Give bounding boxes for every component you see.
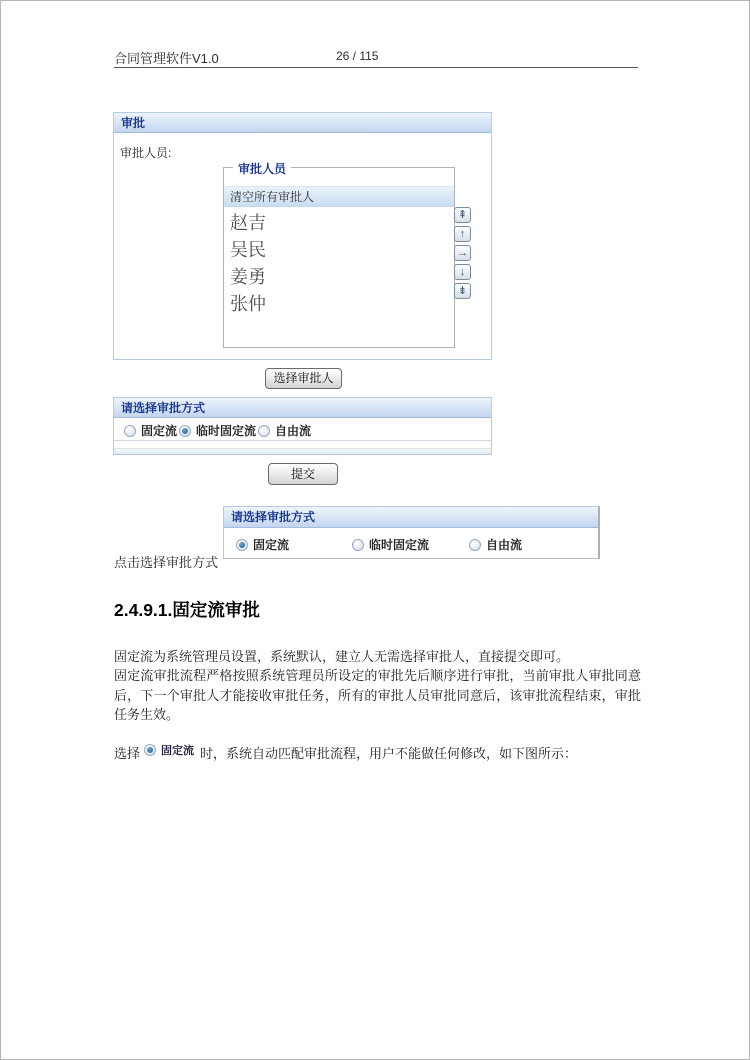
radio-free-flow[interactable] (258, 425, 270, 437)
page-number: 26 / 115 (336, 49, 379, 63)
paragraph: 固定流为系统管理员设置，系统默认，建立人无需选择审批人，直接提交即可。 (114, 649, 570, 664)
approval-panel (113, 112, 492, 360)
mode-radio-row-2 (224, 528, 598, 558)
radio-label[interactable]: 固定流 (253, 538, 290, 553)
move-to-top-button[interactable]: ⇞ (454, 207, 471, 223)
radio-temp-fixed-flow[interactable] (179, 425, 191, 437)
radio-label[interactable]: 固定流 (141, 424, 178, 439)
mode-select-panel (113, 397, 492, 455)
radio-fixed-flow[interactable] (124, 425, 136, 437)
approvers-fieldset (223, 162, 455, 348)
list-item[interactable]: 张仲 (230, 294, 266, 314)
approver-list (224, 207, 454, 318)
submit-button[interactable]: 提交 (268, 463, 338, 485)
approvers-fieldset-legend: 审批人员 (233, 160, 291, 177)
radio-label[interactable]: 临时固定流 (369, 538, 430, 553)
radio-temp-fixed-flow[interactable] (352, 539, 364, 551)
approvers-label: 审批人员: (120, 146, 172, 160)
move-up-button[interactable]: ↑ (454, 226, 471, 242)
mode-select-panel-title: 请选择审批方式 (114, 398, 491, 418)
paragraph: 固定流审批流程严格按照系统管理员所设定的审批先后顺序进行审批，当前审批人审批同意后，下一个审批人才能接收审批任务，所有的审批人员审批同意后，该审批流程结束，审批任务生效。 (114, 668, 641, 723)
radio-label[interactable]: 临时固定流 (196, 424, 257, 439)
mode-select-panel-2-title: 请选择审批方式 (224, 507, 598, 528)
doc-title: 合同管理软件V1.0 (114, 51, 219, 66)
list-item[interactable]: 姜勇 (230, 267, 266, 287)
radio-free-flow[interactable] (469, 539, 481, 551)
inline-text-prefix: 选择 (114, 746, 141, 761)
approval-panel-title: 审批 (114, 113, 491, 133)
inline-text-suffix: 时，系统自动匹配审批流程，用户不能做任何修改，如下图所示： (200, 746, 578, 761)
move-to-bottom-button[interactable]: ⇟ (454, 283, 471, 299)
header-rule (114, 67, 638, 68)
mode-radio-row (114, 418, 491, 441)
move-down-button[interactable]: ↓ (454, 264, 471, 280)
move-right-button[interactable]: → (454, 245, 471, 261)
panel-footer-strip (114, 448, 491, 454)
select-approver-button[interactable]: 选择审批人 (265, 368, 342, 389)
paragraph-with-inline-radio (114, 743, 641, 763)
list-item[interactable]: 赵吉 (230, 213, 266, 233)
radio-fixed-flow[interactable] (236, 539, 248, 551)
radio-label[interactable]: 自由流 (275, 424, 312, 439)
mode-select-panel-2 (223, 506, 600, 559)
radio-fixed-flow-inline (144, 744, 156, 756)
radio-label: 固定流 (161, 744, 195, 757)
section-body (114, 647, 641, 725)
clear-all-approvers-item[interactable]: 清空所有审批人 (224, 186, 454, 207)
inline-radio-chip (144, 741, 194, 758)
screenshot-caption: 点击选择审批方式 (114, 555, 219, 570)
list-item[interactable]: 吴民 (230, 240, 266, 260)
section-heading: 2.4.9.1.固定流审批 (114, 600, 260, 620)
radio-label[interactable]: 自由流 (486, 538, 523, 553)
